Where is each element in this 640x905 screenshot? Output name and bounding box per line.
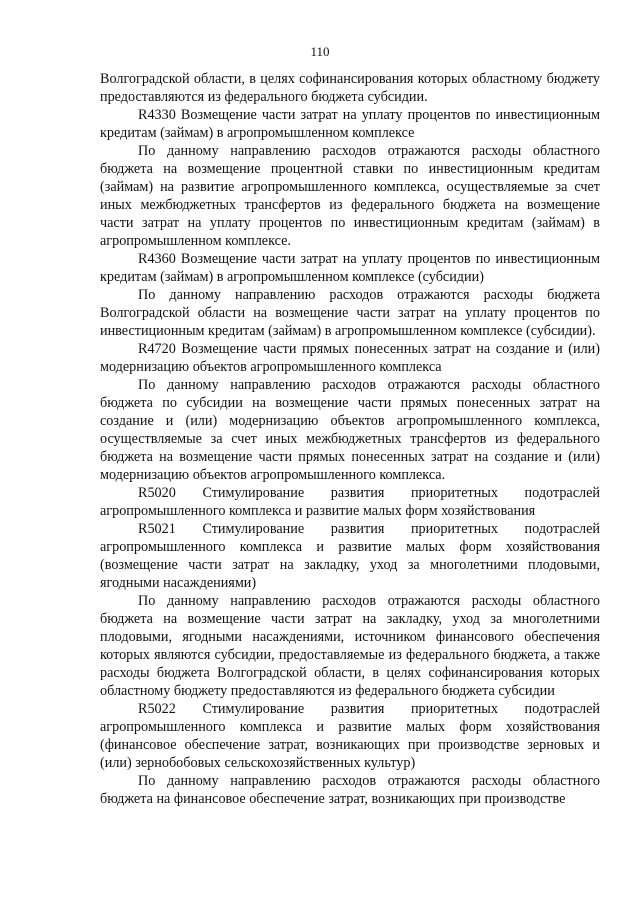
paragraph-6-heading-r4720: R4720 Возмещение части прямых понесенных затрат на создание и (или) модернизацию объектов агропромышленного комплекса	[100, 341, 600, 375]
paragraph-7: По данному направлению расходов отражаются расходы областного бюджета по субсидии на возмещение части прямых понесенных затрат на создание и (или) модернизацию объектов агропромышленного комплекса, осуществляемые за счет иных межбюджетных трансфертов из федерального бюджета на возмещение части прямых понесенных затрат на создание и (или) модернизацию объектов агропромышленного комплекса.	[100, 377, 600, 483]
paragraph-2-heading-r4330: R4330 Возмещение части затрат на уплату процентов по инвестиционным кредитам (займам) в агропромышленном комплексе	[100, 107, 600, 141]
paragraph-11-heading-r5022: R5022 Стимулирование развития приоритетных подотраслей агропромышленного комплекса и развитие малых форм хозяйствования (финансовое обеспечение затрат, возникающих при производстве зерновых и (или) зернобобовых сельскохозяйственных культур)	[100, 701, 600, 771]
paragraph-8-heading-r5020: R5020 Стимулирование развития приоритетных подотраслей агропромышленного комплекса и развитие малых форм хозяйствования	[100, 485, 600, 519]
page-number: 110	[310, 44, 330, 59]
paragraph-9-heading-r5021: R5021 Стимулирование развития приоритетных подотраслей агропромышленного комплекса и развитие малых форм хозяйствования (возмещение части затрат на закладку, уход за многолетними плодовыми, ягодными насаждениями)	[100, 521, 600, 591]
paragraph-12: По данному направлению расходов отражаются расходы областного бюджета на финансовое обеспечение затрат, возникающих при производстве	[100, 773, 600, 807]
document-body	[100, 70, 600, 808]
paragraph-10: По данному направлению расходов отражаются расходы областного бюджета на возмещение части затрат на закладку, уход за многолетними плодовыми, ягодными насаждениями, источником финансового обеспечения которых являются субсидии, предоставляемые из федерального бюджета, а также расходы бюджета Волгоградской области, в целях софинансирования которых областному бюджету предоставляются из федерального бюджета субсидии	[100, 593, 600, 699]
paragraph-3: По данному направлению расходов отражаются расходы областного бюджета на возмещение процентной ставки по инвестиционным кредитам (займам) на развитие агропромышленного комплекса, осуществляемые за счет иных межбюджетных трансфертов из федерального бюджета на возмещение части затрат на уплату процентов по инвестиционным кредитам (займам) в агропромышленном комплексе.	[100, 143, 600, 249]
paragraph-4-heading-r4360: R4360 Возмещение части затрат на уплату процентов по инвестиционным кредитам (займам) в агропромышленном комплексе (субсидии)	[100, 251, 600, 285]
paragraph-1: Волгоградской области, в целях софинансирования которых областному бюджету предоставляются из федерального бюджета субсидии.	[100, 71, 600, 105]
paragraph-5: По данному направлению расходов отражаются расходы бюджета Волгоградской области на возмещение части затрат на уплату процентов по инвестиционным кредитам (займам) в агропромышленном комплексе (субсидии).	[100, 287, 600, 339]
